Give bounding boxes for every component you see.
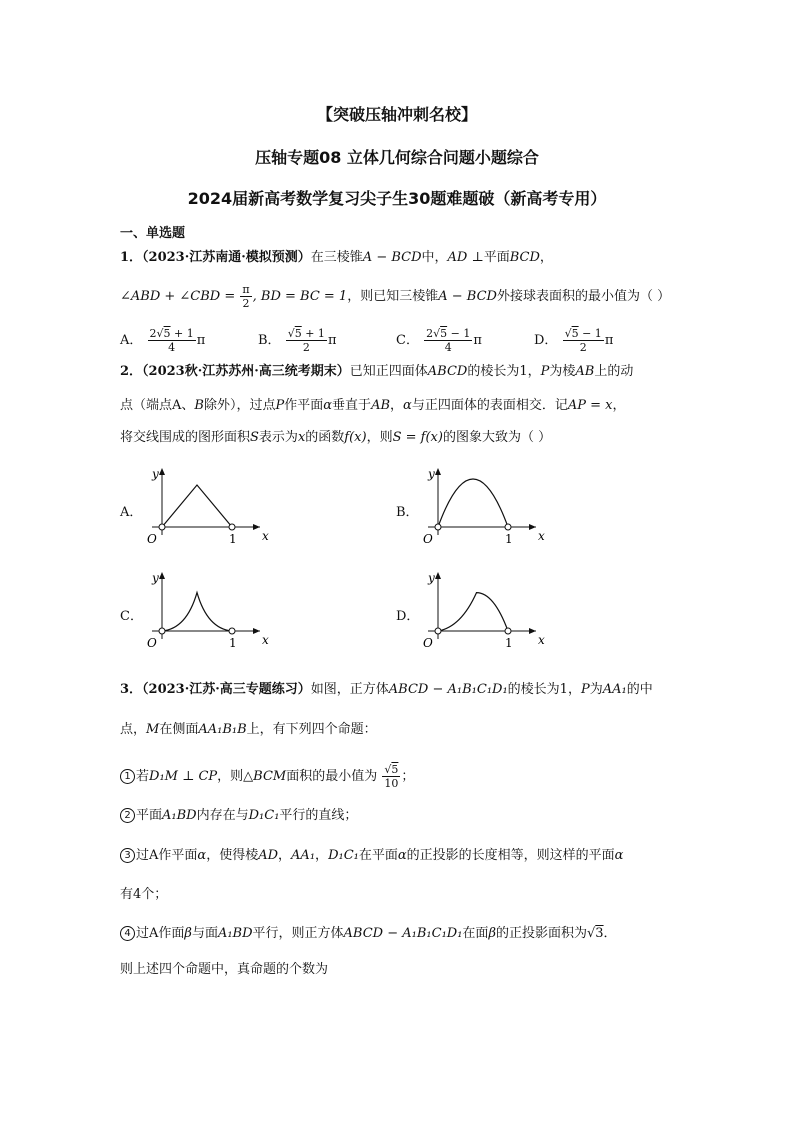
q1-option-b[interactable]: [258, 327, 336, 354]
q2-line3: [120, 430, 551, 446]
frac-num: π: [242, 283, 250, 296]
q2-option-d[interactable]: D．: [396, 609, 420, 624]
open-point-one: [505, 524, 511, 530]
q3-text: 作平面: [158, 848, 198, 863]
q3-math: AA₁: [602, 682, 627, 697]
circled-number: 1: [120, 769, 135, 784]
function-curve: [162, 593, 232, 631]
q1-text: 中，: [421, 250, 448, 265]
q2-text: 上的动: [594, 364, 634, 379]
tick-label-1: 1: [505, 636, 513, 650]
tick-label-1: 1: [229, 636, 237, 650]
q2-math: ABCD: [427, 364, 468, 379]
q1-text: 平面: [483, 250, 510, 265]
q3-text: 的中: [626, 682, 653, 697]
q3-math: A₁BD: [162, 808, 197, 823]
open-point-one: [505, 628, 511, 634]
circled-number: 3: [120, 848, 135, 863]
q3-line2: [120, 722, 377, 738]
q1-math: A − BCD: [438, 289, 497, 304]
q2-text: 表示为: [258, 430, 298, 445]
q3-text: ．: [603, 926, 617, 941]
q1-option-d[interactable]: [534, 327, 613, 354]
q3-text: ，: [278, 848, 292, 863]
q2-math: B: [194, 398, 204, 413]
q2-text: ，: [390, 398, 404, 413]
q1-math: BCD: [509, 250, 540, 265]
q1-math: ∠ABD + ∠CBD =: [120, 289, 236, 304]
frac-den: 4: [444, 341, 452, 354]
q3-line1: [120, 682, 653, 698]
x-axis-arrow: [529, 524, 536, 530]
q3-math: AD: [258, 848, 279, 863]
y-axis-arrow: [435, 572, 441, 579]
frac-tail: − 1: [447, 327, 471, 340]
q2-math: S: [250, 430, 259, 445]
q2-text: 的棱长为1，: [467, 364, 541, 379]
section-title: 一、单选题: [120, 226, 186, 241]
option-label: B．: [258, 333, 281, 348]
graph-d: [416, 566, 546, 656]
q2-option-c[interactable]: C．: [120, 609, 143, 624]
q2-text: 垂直于: [332, 398, 372, 413]
q1-text: ，: [539, 250, 553, 265]
y-axis-arrow: [159, 468, 165, 475]
series-title: 【突破压轴冲刺名校】: [316, 105, 477, 124]
frac-den: 2: [302, 341, 310, 354]
q3-text: 在面: [462, 926, 489, 941]
q3-math: D₁M ⊥ CP: [149, 769, 218, 784]
y-axis-arrow: [435, 468, 441, 475]
q3-statement-3-cont: [120, 887, 167, 903]
q3-text: ，使得棱: [206, 848, 259, 863]
radicand: 3: [595, 926, 604, 941]
q1-text: ，则已知三棱锥: [347, 289, 439, 304]
option-label: A．: [120, 333, 143, 348]
function-curve: [438, 593, 508, 631]
origin-label: O: [147, 636, 157, 650]
frac-radicand: 5: [391, 763, 399, 776]
graph-a: [140, 462, 270, 552]
q2-text: 已知正四面体: [349, 364, 428, 379]
frac-den: 4: [168, 341, 176, 354]
q2-math: P: [275, 398, 285, 413]
q3-text: 过: [136, 926, 150, 941]
origin-label: O: [423, 532, 433, 546]
x-axis-arrow: [253, 524, 260, 530]
option-fraction: $\frac{√5 + 1}{2}$: [287, 327, 325, 354]
frac-den: 2: [242, 297, 250, 310]
q2-math: α: [403, 398, 412, 413]
frac-radicand: 5: [294, 327, 302, 340]
q3-text: 的正投影面积为: [495, 926, 587, 941]
q3-text: 平行，则正方体: [252, 926, 344, 941]
q2-math: α: [323, 398, 333, 413]
q2-math: AB: [371, 398, 391, 413]
q3-text: 平行的直线；: [279, 808, 358, 823]
q3-text: 为: [589, 682, 603, 697]
y-axis-label: y: [428, 571, 435, 585]
q2-math: f(x): [344, 430, 367, 445]
q3-math: A₁BD: [217, 926, 253, 941]
x-axis-arrow: [529, 628, 536, 634]
option-label: D．: [534, 333, 558, 348]
q3-math: AA₁B₁B: [198, 722, 247, 737]
q1-math: A − BCD: [362, 250, 422, 265]
pi-symbol: π: [473, 333, 482, 348]
q2-text: 的函数: [305, 430, 345, 445]
frac-tail: − 1: [578, 327, 602, 340]
frac-coef: 2: [149, 327, 157, 340]
q3-math: α: [397, 848, 407, 863]
q2-line2: [120, 398, 625, 414]
frac-tail: + 1: [301, 327, 325, 340]
q3-math: △BCM: [243, 769, 287, 784]
q1-line2: [120, 283, 670, 310]
q2-line1: [120, 364, 633, 380]
q2-source: （2023秋·江苏苏州·高三统考期末）: [142, 364, 350, 379]
circled-number: 4: [120, 926, 135, 941]
q3-text: ；: [401, 769, 415, 784]
q3-math: D₁C₁: [248, 808, 280, 823]
q3-final-question: 则上述四个命题中，真命题的个数为: [120, 962, 329, 977]
q3-text: 作面: [158, 926, 185, 941]
q3-math: M: [146, 722, 160, 737]
q1-option-a[interactable]: [120, 327, 205, 354]
q2-text: 的图象大致为（ ）: [442, 430, 552, 445]
open-point-origin: [435, 524, 441, 530]
q3-math: α: [197, 848, 207, 863]
q3-text: ，则: [217, 769, 244, 784]
option-fraction: $\frac{2√5 + 1}{4}$: [149, 327, 194, 354]
y-axis-label: y: [428, 467, 435, 481]
q3-text: 过: [136, 848, 150, 863]
q3-text: 面积的最小值为: [286, 769, 378, 784]
frac-radicand: 5: [163, 327, 171, 340]
q2-math: AB: [575, 364, 595, 379]
frac-den: 10: [384, 777, 399, 790]
q2-text: 、: [181, 398, 195, 413]
open-point-origin: [159, 524, 165, 530]
q2-option-b[interactable]: B．: [396, 505, 419, 520]
open-point-origin: [159, 628, 165, 634]
origin-label: O: [147, 532, 157, 546]
sqrt5-over-10: $\frac{√5}{10}$: [384, 763, 399, 790]
frac-den: 2: [579, 341, 587, 354]
q3-math: ABCD − A₁B₁C₁D₁: [388, 682, 508, 697]
q3-math: A: [149, 926, 159, 941]
x-axis-label: x: [262, 633, 269, 647]
q3-text: 在侧面: [159, 722, 199, 737]
topic-title: 压轴专题08 立体几何综合问题小题综合: [255, 148, 539, 167]
q3-text: 点，: [120, 722, 147, 737]
q3-text: 如图，正方体: [310, 682, 389, 697]
tick-label-1: 1: [505, 532, 513, 546]
q3-statement-1: [120, 763, 414, 790]
q2-text: 与正四面体的表面相交．记: [411, 398, 568, 413]
open-point-one: [229, 628, 235, 634]
q3-text: 内存在与: [196, 808, 249, 823]
origin-label: O: [423, 636, 433, 650]
q3-math: A: [149, 848, 159, 863]
q2-math: x: [297, 430, 306, 445]
q2-text: 将交线围成的图形面积: [120, 430, 251, 445]
open-point-one: [229, 524, 235, 530]
q3-math: β: [184, 926, 192, 941]
q3-text: 的棱长为1，: [507, 682, 581, 697]
function-curve: [162, 485, 232, 527]
pi-over-2: [240, 283, 251, 310]
q3-text: 平面: [136, 808, 163, 823]
pi-symbol: π: [196, 333, 206, 348]
q3-text: 上，有下列四个命题：: [246, 722, 377, 737]
q3-text: 若: [136, 769, 150, 784]
y-axis-arrow: [159, 572, 165, 579]
q2-text: 作平面: [284, 398, 324, 413]
tick-label-1: 1: [229, 532, 237, 546]
option-fraction: $\frac{√5 - 1}{2}$: [564, 327, 602, 354]
y-axis-label: y: [152, 467, 159, 481]
q3-math: α: [614, 848, 624, 863]
q2-text: 除外），过点: [203, 398, 276, 413]
q3-statement-3: [120, 848, 623, 864]
option-fraction: $\frac{2√5 - 1}{4}$: [426, 327, 471, 354]
x-axis-label: x: [538, 529, 545, 543]
q1-number: 1．: [120, 250, 143, 265]
q2-math: A: [172, 398, 182, 413]
q3-source: （2023·江苏·高三专题练习）: [142, 682, 311, 697]
q2-text: ，: [612, 398, 626, 413]
pi-symbol: π: [604, 333, 614, 348]
q3-math: ABCD − A₁B₁C₁D₁: [343, 926, 463, 941]
q3-math: D₁C₁: [328, 848, 359, 863]
q3-text: ，: [315, 848, 329, 863]
x-axis-label: x: [538, 633, 545, 647]
q3-text: 与面: [191, 926, 218, 941]
q3-statement-4: 4 过A作面β与面A₁BD平行，则正方体ABCD − A₁B₁C₁D₁在面β的正投影面积为√3．: [120, 926, 617, 942]
q2-math: S = f(x): [392, 430, 443, 445]
option-label: C．: [396, 333, 419, 348]
q3-math: AA₁: [291, 848, 316, 863]
q1-math: AD ⊥: [447, 250, 484, 265]
q1-option-c[interactable]: [396, 327, 482, 354]
q1-text: 在三棱锥: [310, 250, 363, 265]
graph-b: [416, 462, 546, 552]
q1-text: 外接球表面积的最小值为（ ）: [496, 289, 671, 304]
q1-source: （2023·江苏南通·模拟预测）: [142, 250, 311, 265]
open-point-origin: [435, 628, 441, 634]
x-axis-arrow: [253, 628, 260, 634]
collection-title: 2024届新高考数学复习尖子生30题难题破（新高考专用）: [187, 189, 607, 208]
q2-math: AP = x: [567, 398, 613, 413]
q3-text: 在平面: [358, 848, 398, 863]
q2-text: 为棱: [549, 364, 576, 379]
q3-math: β: [488, 926, 496, 941]
q1-line1: [120, 250, 553, 266]
q3-math: P: [580, 682, 590, 697]
circled-number: 2: [120, 808, 135, 823]
frac-tail: + 1: [170, 327, 194, 340]
q3-text: 的正投影的长度相等，则这样的平面: [406, 848, 615, 863]
x-axis-label: x: [262, 529, 269, 543]
y-axis-label: y: [152, 571, 159, 585]
q3-number: 3．: [120, 682, 143, 697]
q2-number: 2．: [120, 364, 143, 379]
q2-math: P: [540, 364, 550, 379]
q3-text: 有4个；: [120, 887, 168, 902]
q2-text: 点（端点: [120, 398, 173, 413]
pi-symbol: π: [327, 333, 337, 348]
frac-radicand: 5: [571, 327, 579, 340]
q2-option-a[interactable]: A．: [120, 505, 143, 520]
function-curve: [438, 479, 508, 527]
frac-radicand: 5: [440, 327, 448, 340]
q1-math: , BD = BC = 1: [252, 289, 348, 304]
q3-statement-2: [120, 808, 357, 824]
q2-text: ，则: [366, 430, 393, 445]
frac-coef: 2: [426, 327, 434, 340]
graph-c: [140, 566, 270, 656]
